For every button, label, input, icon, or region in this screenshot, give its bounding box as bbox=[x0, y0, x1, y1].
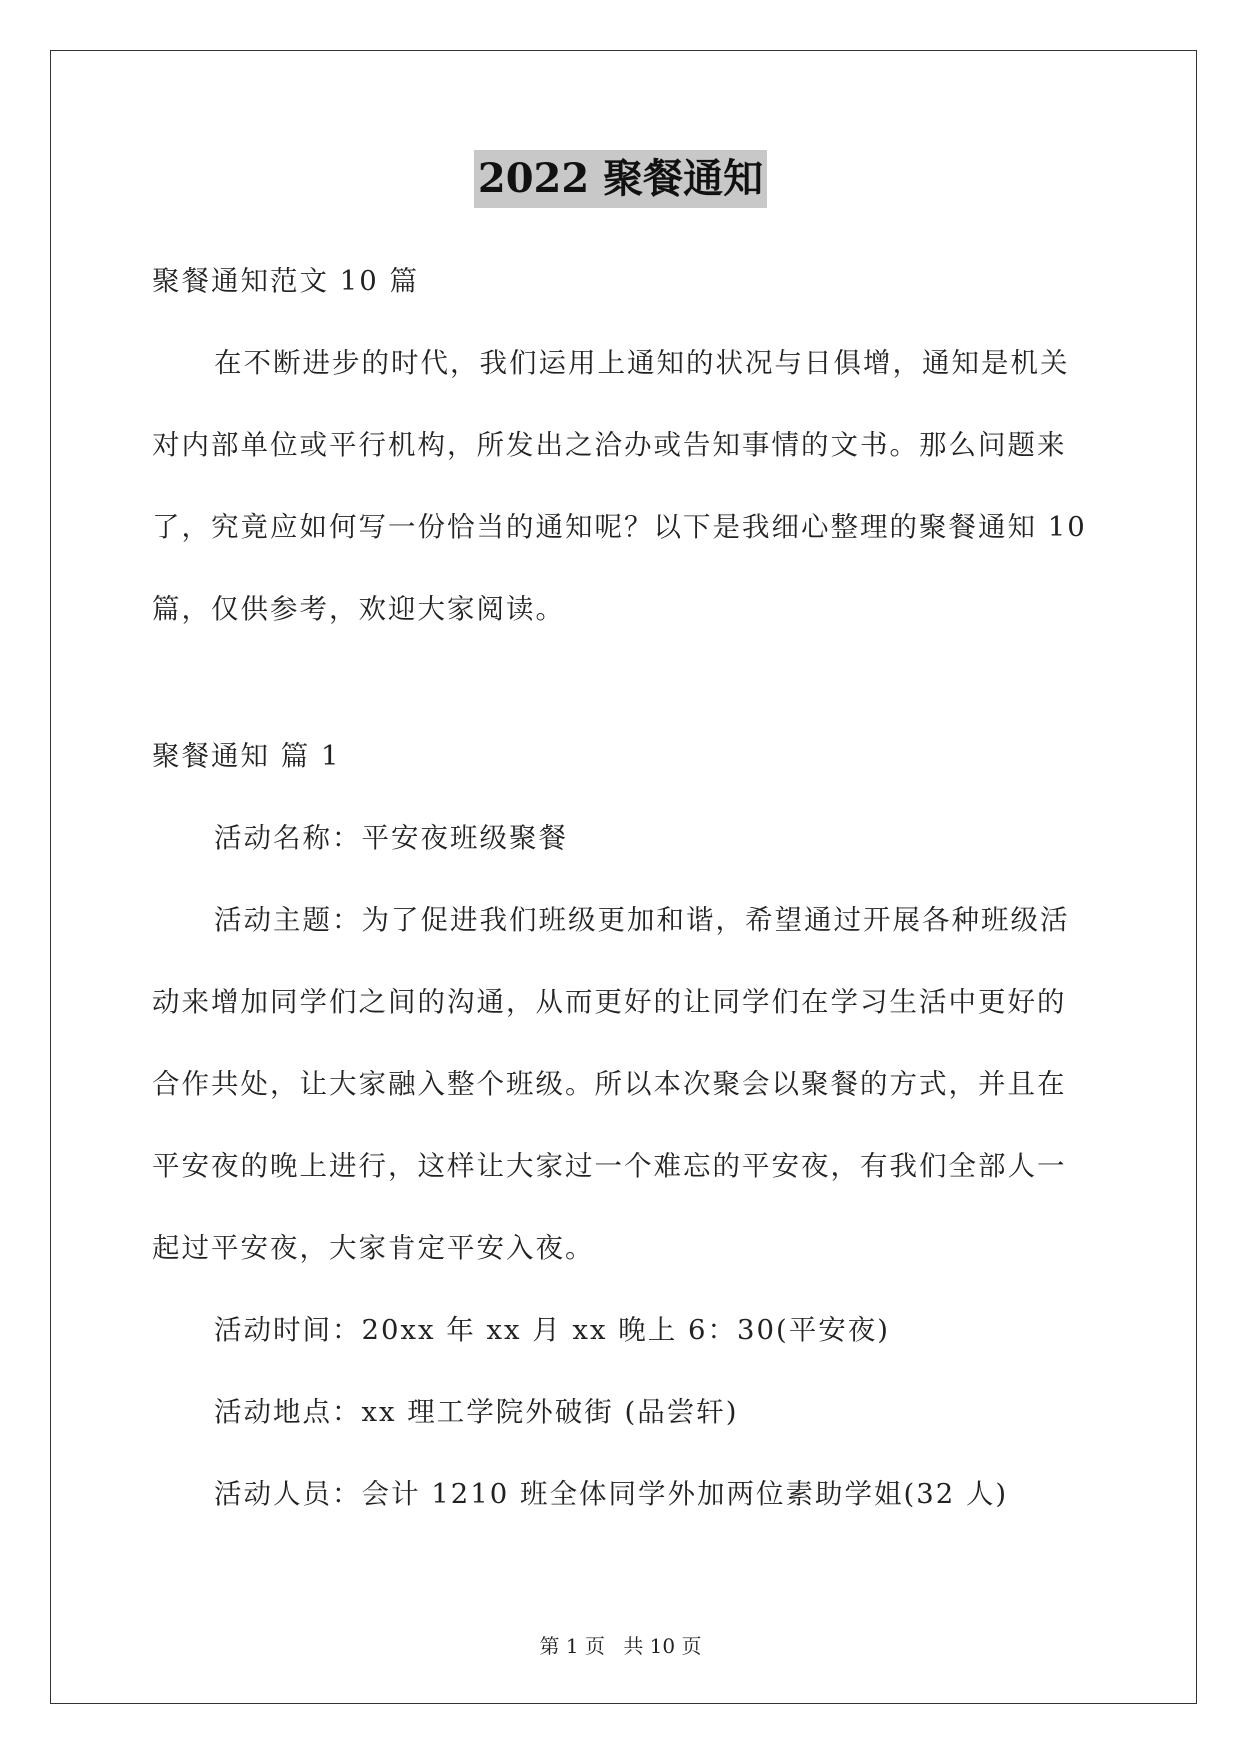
document-body bbox=[152, 240, 1092, 1535]
document-subtitle: 聚餐通知范文 10 篇 bbox=[152, 265, 419, 297]
section-spacer bbox=[152, 650, 1092, 715]
activity-name: 活动名称：平安夜班级聚餐 bbox=[214, 822, 568, 854]
title-wrapper bbox=[0, 150, 1241, 208]
activity-participants: 活动人员：会计 1210 班全体同学外加两位素助学姐(32 人) bbox=[214, 1478, 1009, 1510]
activity-location: 活动地点：xx 理工学院外破街 (品尝轩) bbox=[214, 1396, 739, 1428]
intro-paragraph: 在不断进步的时代，我们运用上通知的状况与日俱增，通知是机关对内部单位或平行机构，所发出之洽办或告知事情的文书。那么问题来了，究竟应如何写一份恰当的通知呢？以下是我细心整理的聚餐通知 10 篇，仅供参考，欢迎大家阅读。 bbox=[152, 347, 1087, 625]
page-total: 共 10 页 bbox=[623, 1634, 702, 1658]
activity-time: 活动时间：20xx 年 xx 月 xx 晚上 6：30(平安夜) bbox=[214, 1314, 890, 1346]
page-footer bbox=[0, 1630, 1241, 1659]
activity-theme: 活动主题：为了促进我们班级更加和谐，希望通过开展各种班级活动来增加同学们之间的沟通，从而更好的让同学们在学习生活中更好的合作共处，让大家融入整个班级。所以本次聚会以聚餐的方式，并且在平安夜的晚上进行，这样让大家过一个难忘的平安夜，有我们全部人一起过平安夜，大家肯定平安入夜。 bbox=[152, 904, 1070, 1264]
page-number: 第 1 页 bbox=[539, 1634, 605, 1658]
section-heading: 聚餐通知 篇 1 bbox=[152, 740, 341, 772]
document-title: 2022 聚餐通知 bbox=[474, 150, 767, 208]
